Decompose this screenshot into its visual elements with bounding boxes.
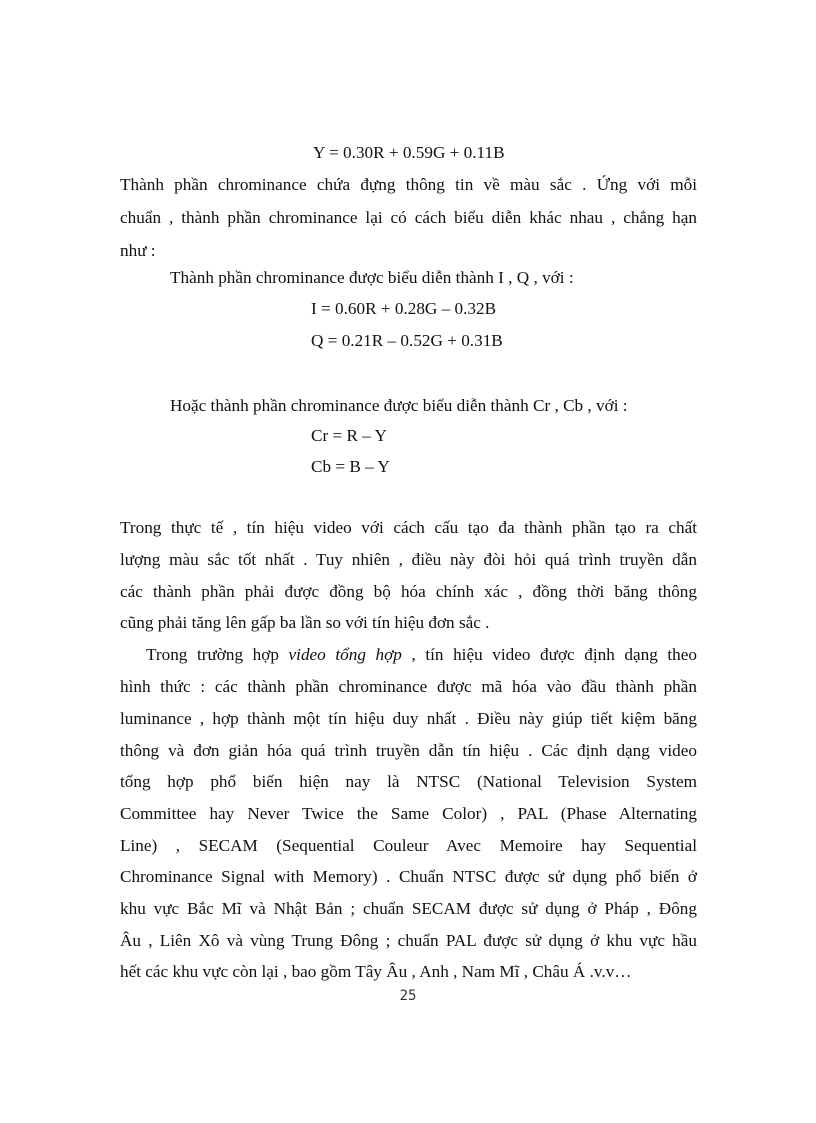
- formula-y: Y = 0.30R + 0.59G + 0.11B: [313, 143, 505, 162]
- formula-cr: Cr = R – Y: [311, 426, 387, 445]
- paragraph-line: tổng hợp phổ biến hiện nay là NTSC (National Television System: [120, 772, 697, 791]
- paragraph-line: Trong thực tế , tín hiệu video với cách cấu tạo đa thành phần tạo ra chất: [120, 518, 697, 537]
- formula-i: I = 0.60R + 0.28G – 0.32B: [311, 299, 497, 318]
- paragraph-line: như :: [120, 241, 156, 260]
- paragraph-line: Chrominance Signal with Memory) . Chuẩn NTSC được sử dụng phổ biến ở: [120, 867, 697, 886]
- page-number: 25: [399, 988, 417, 1004]
- paragraph-line: chuẩn , thành phần chrominance lại có cách biểu diễn khác nhau , chẳng hạn: [120, 208, 697, 227]
- paragraph-line: khu vực Bắc Mĩ và Nhật Bản ; chuẩn SECAM được sử dụng ở Pháp , Đông: [120, 899, 697, 918]
- composite-rest: , tín hiệu video được định dạng theo: [401, 645, 697, 664]
- paragraph-line: các thành phần phải được đồng bộ hóa chính xác , đồng thời băng thông: [120, 582, 697, 601]
- paragraph-line: Âu , Liên Xô và vùng Trung Đông ; chuẩn PAL được sử dụng ở khu vực hầu: [120, 931, 697, 950]
- composite-term: video tổng hợp: [288, 645, 402, 664]
- paragraph-line: Committee hay Never Twice the Same Color) , PAL (Phase Alternating: [120, 804, 697, 823]
- composite-first-line: [146, 645, 697, 665]
- paragraph-line: Line) , SECAM (Sequential Couleur Avec Memoire hay Sequential: [120, 836, 697, 855]
- formula-cb: Cb = B – Y: [311, 457, 390, 476]
- paragraph-line: luminance , hợp thành một tín hiệu duy nhất . Điều này giúp tiết kiệm băng: [120, 709, 697, 728]
- composite-lead: Trong trường hợp: [146, 645, 289, 664]
- paragraph-line: Thành phần chrominance chứa đựng thông tin về màu sắc . Ứng với mỗi: [120, 175, 697, 194]
- iq-intro: Thành phần chrominance được biểu diễn thành I , Q , với :: [170, 268, 574, 287]
- paragraph-line: thông và đơn giản hóa quá trình truyền dẫn tín hiệu . Các định dạng video: [120, 741, 697, 760]
- paragraph-line: hết các khu vực còn lại , bao gồm Tây Âu , Anh , Nam Mĩ , Châu Á .v.v…: [120, 962, 632, 981]
- formula-q: Q = 0.21R – 0.52G + 0.31B: [311, 331, 503, 350]
- paragraph-line: cũng phải tăng lên gấp ba lần so với tín hiệu đơn sắc .: [120, 613, 490, 632]
- paragraph-line: hình thức : các thành phần chrominance được mã hóa vào đầu thành phần: [120, 677, 697, 696]
- crcb-intro: Hoặc thành phần chrominance được biểu diễn thành Cr , Cb , với :: [170, 396, 628, 415]
- paragraph-line: lượng màu sắc tốt nhất . Tuy nhiên , điều này đòi hỏi quá trình truyền dẫn: [120, 550, 697, 569]
